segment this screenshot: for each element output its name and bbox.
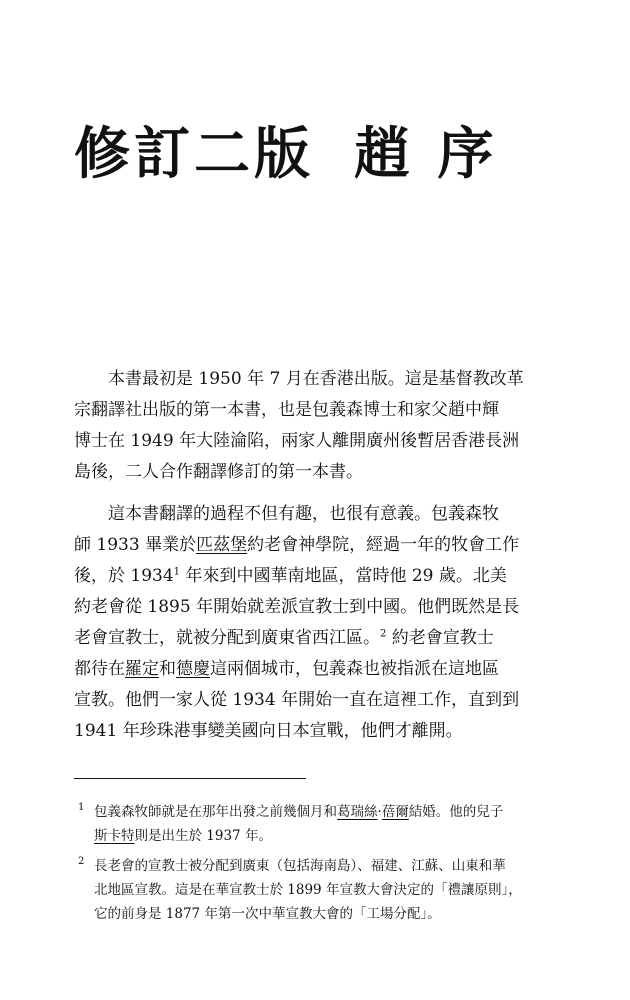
paragraph-line: 博士在 1949 年大陸淪陷，兩家人離開廣州後暫居香港長洲	[74, 431, 520, 451]
text-run: 約老會宣教士	[386, 628, 494, 648]
text-run: ·	[377, 804, 382, 820]
text-run: 都待在	[74, 659, 125, 679]
text-run: 和	[159, 659, 176, 679]
footnote-1	[74, 800, 552, 848]
paragraph-1	[74, 364, 552, 488]
person-name-scott: 斯卡特	[94, 828, 135, 844]
paragraph-line: 宗翻譯社出版的第一本書，也是包義森博士和家父趙中輝	[74, 400, 499, 420]
person-name-bell: 蓓爾	[381, 804, 409, 820]
footnote-line: 它的前身是 1877 年第一次中華宣教大會的「工場分配」。	[94, 906, 441, 922]
page-title	[74, 118, 574, 190]
text-run: 結婚。他的兒子	[408, 804, 504, 820]
footnote-number: 1	[78, 802, 85, 813]
text-run: 則是出生於 1937 年。	[134, 828, 272, 844]
text-run: 包義森牧師就是在那年出發之前幾個月和	[94, 804, 337, 820]
title-sub: 趙 序	[354, 121, 498, 187]
paragraph-line: 本書最初是 1950 年 7 月在香港出版。這是基督教改革	[108, 369, 524, 389]
footnote-number: 2	[78, 856, 85, 867]
place-name-pittsburgh: 匹茲堡	[196, 535, 248, 555]
footnotes	[74, 800, 552, 932]
text-run: 後，於 1934	[74, 566, 174, 586]
paragraph-2	[74, 499, 552, 747]
text-run: 老會宣教士，就被分配到廣東省西江區。	[74, 628, 380, 648]
paragraph-line	[74, 530, 552, 561]
footnote-2	[74, 854, 552, 926]
footnote-ref-1[interactable]: 1	[173, 566, 181, 578]
footnote-ref-2[interactable]: 2	[380, 628, 387, 640]
paragraph-line	[74, 654, 552, 685]
footnote-line	[94, 800, 552, 824]
text-run: 這兩個城市，包義森也被指派在這地區	[210, 659, 499, 679]
paragraph-line	[74, 561, 552, 592]
text-run: 年來到中國華南地區，當時他 29 歲。北美	[180, 566, 507, 586]
paragraph-line: 這本書翻譯的過程不但有趣，也很有意義。包義森牧	[108, 504, 499, 524]
footnote-line: 北地區宣教。這是在華宣教士於 1899 年宣教大會決定的「禮讓原則」，	[94, 882, 522, 898]
footnote-line: 長老會的宣教士被分配到廣東（包括海南島）、福建、江蘇、山東和華	[94, 858, 506, 874]
paragraph-line	[74, 623, 552, 654]
place-name-deqing: 德慶	[176, 659, 210, 679]
footnote-divider	[74, 778, 306, 779]
footnote-line	[94, 824, 552, 848]
place-name-luoding: 羅定	[125, 659, 159, 679]
person-name-grace: 葛瑞絲	[337, 804, 378, 820]
text-run: 約老會神學院，經過一年的牧會工作	[247, 535, 520, 555]
paragraph-line: 約老會從 1895 年開始就差派宣教士到中國。他們既然是長	[74, 597, 520, 617]
title-main: 修訂二版	[74, 121, 314, 187]
paragraph-line: 島後，二人合作翻譯修訂的第一本書。	[74, 462, 363, 482]
text-run: 師 1933 畢業於	[74, 535, 197, 555]
paragraph-line: 1941 年珍珠港事變美國向日本宣戰，他們才離開。	[74, 721, 463, 741]
paragraph-line: 宣教。他們一家人從 1934 年開始一直在這裡工作，直到到	[74, 690, 520, 710]
body-text	[74, 364, 552, 758]
